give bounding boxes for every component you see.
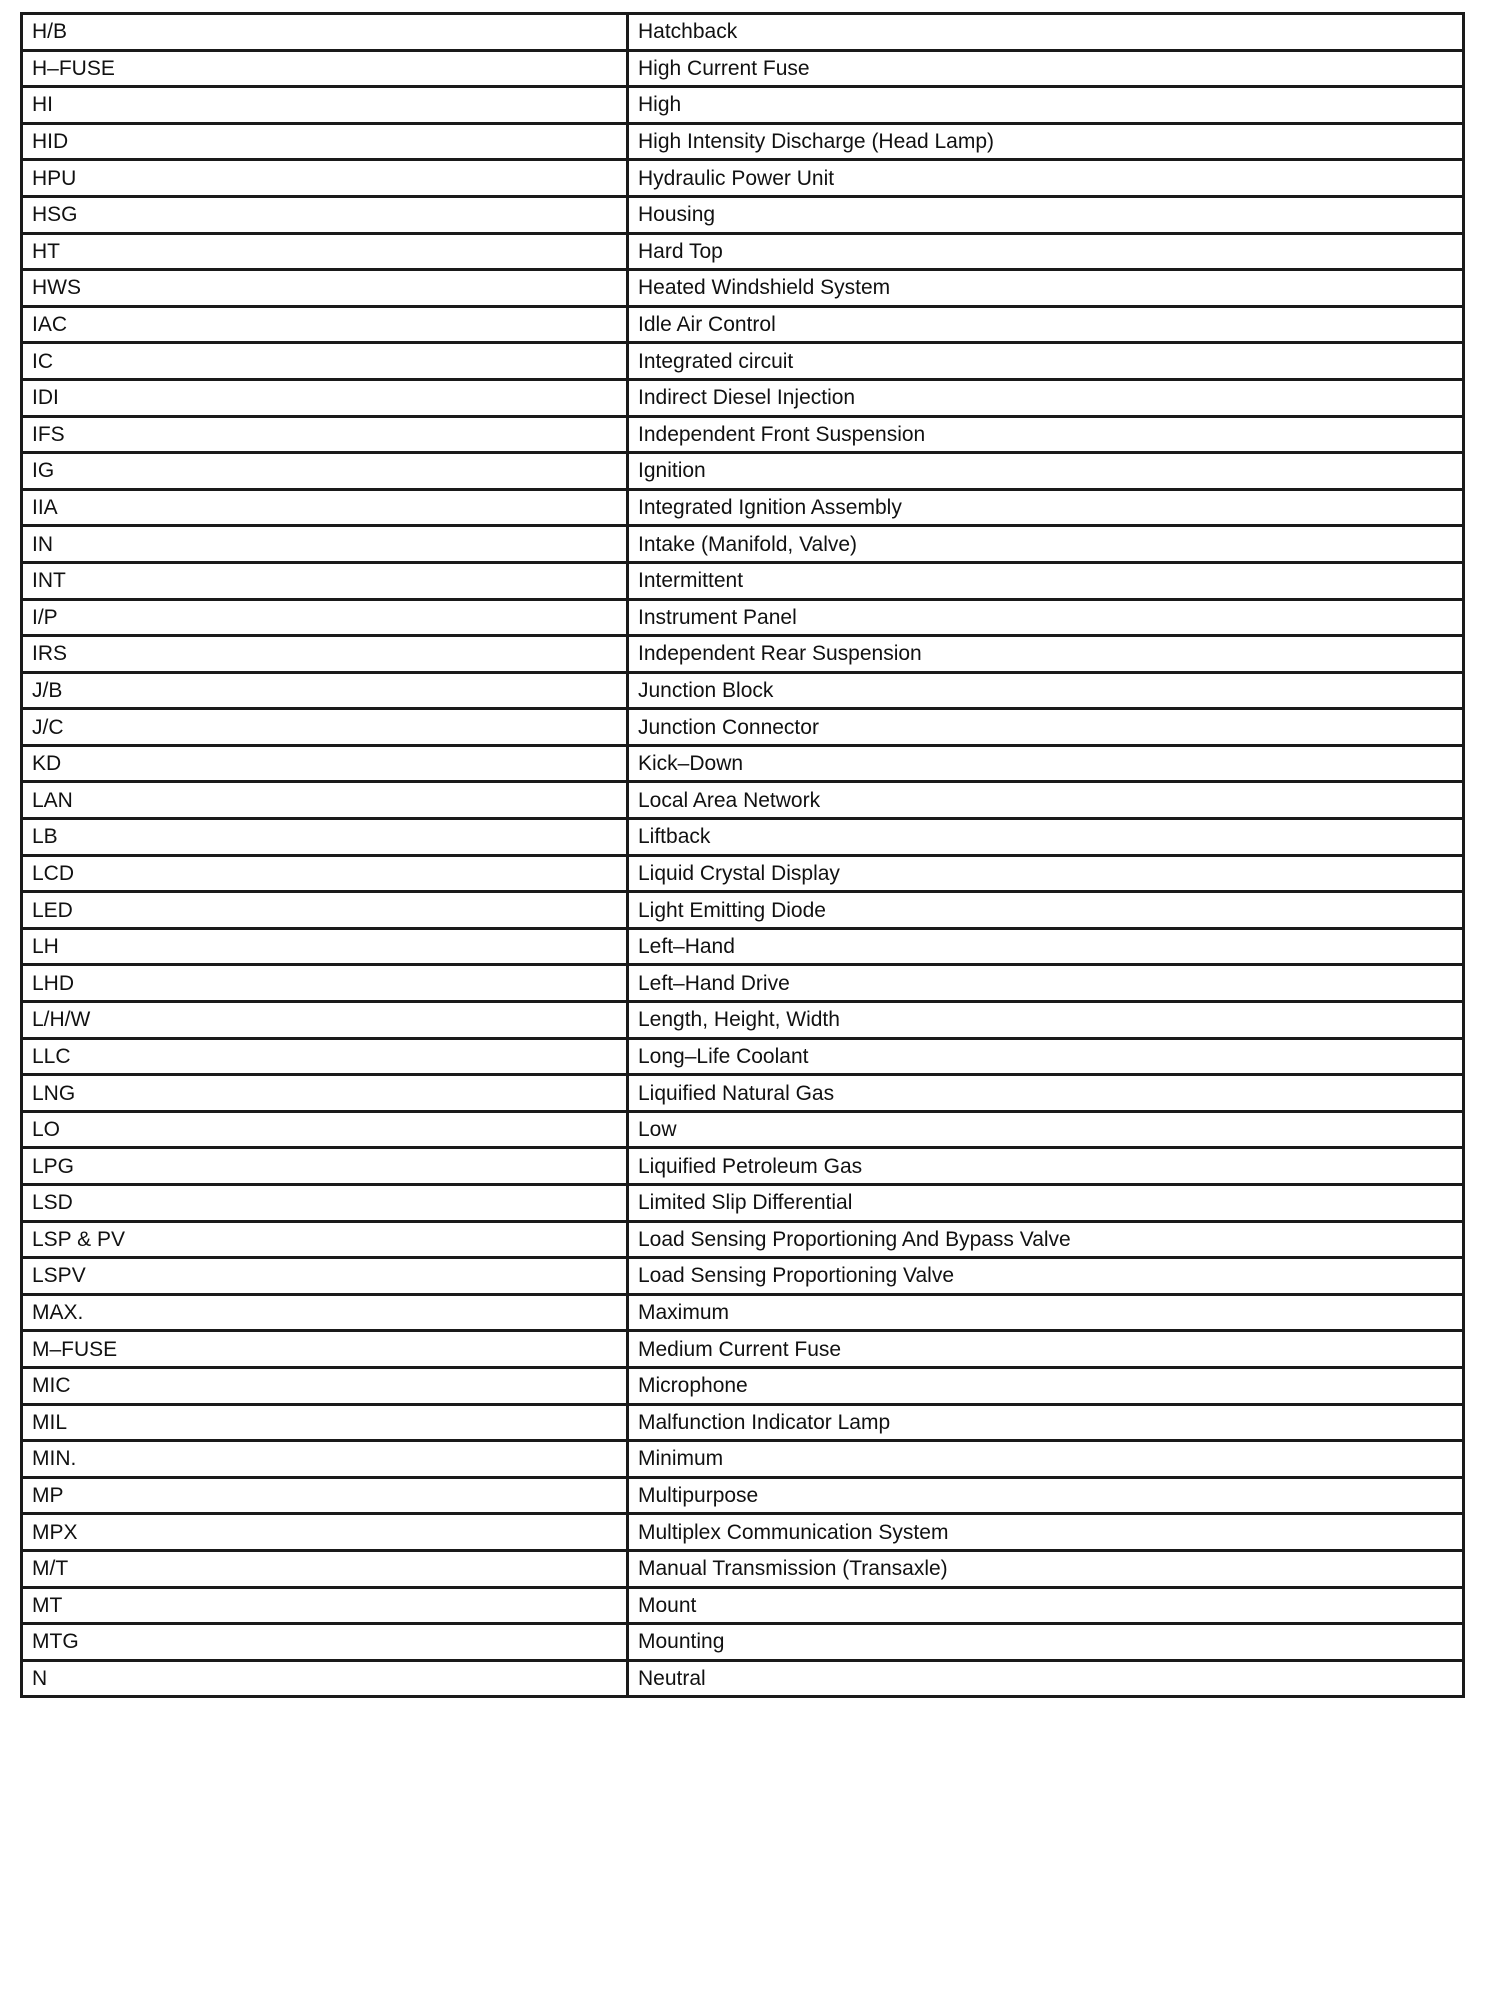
meaning-cell: Length, Height, Width xyxy=(628,1002,1464,1039)
meaning-cell: Instrument Panel xyxy=(628,599,1464,636)
table-row xyxy=(22,672,1464,709)
meaning-cell: Local Area Network xyxy=(628,782,1464,819)
abbreviation-cell: MIC xyxy=(22,1367,628,1404)
table-row xyxy=(22,745,1464,782)
meaning-cell: Load Sensing Proportioning Valve xyxy=(628,1258,1464,1295)
meaning-cell: Liquified Petroleum Gas xyxy=(628,1148,1464,1185)
abbreviation-cell: MP xyxy=(22,1477,628,1514)
table-row xyxy=(22,306,1464,343)
abbreviation-cell: HWS xyxy=(22,270,628,307)
meaning-cell: Integrated circuit xyxy=(628,343,1464,380)
meaning-cell: Liquified Natural Gas xyxy=(628,1075,1464,1112)
meaning-cell: Light Emitting Diode xyxy=(628,892,1464,929)
abbreviation-cell: LCD xyxy=(22,855,628,892)
abbreviation-cell: MPX xyxy=(22,1514,628,1551)
table-row xyxy=(22,819,1464,856)
table-row xyxy=(22,160,1464,197)
meaning-cell: Hard Top xyxy=(628,233,1464,270)
abbreviation-cell: IIA xyxy=(22,489,628,526)
abbreviation-cell: HPU xyxy=(22,160,628,197)
abbreviation-cell: LO xyxy=(22,1111,628,1148)
abbreviation-cell: LB xyxy=(22,819,628,856)
abbreviation-cell: IG xyxy=(22,453,628,490)
abbreviation-cell: KD xyxy=(22,745,628,782)
table-row xyxy=(22,416,1464,453)
abbreviation-cell: IDI xyxy=(22,379,628,416)
table-row xyxy=(22,1148,1464,1185)
meaning-cell: Neutral xyxy=(628,1660,1464,1697)
meaning-cell: Junction Connector xyxy=(628,709,1464,746)
abbreviation-cell: HI xyxy=(22,87,628,124)
table-row xyxy=(22,1404,1464,1441)
abbreviation-cell: LSD xyxy=(22,1185,628,1222)
abbreviation-cell: J/B xyxy=(22,672,628,709)
table-row xyxy=(22,1441,1464,1478)
abbreviation-table-body xyxy=(22,14,1464,1697)
abbreviation-cell: IN xyxy=(22,526,628,563)
meaning-cell: Liftback xyxy=(628,819,1464,856)
meaning-cell: Heated Windshield System xyxy=(628,270,1464,307)
abbreviation-cell: MAX. xyxy=(22,1294,628,1331)
table-row xyxy=(22,489,1464,526)
table-row xyxy=(22,196,1464,233)
table-row xyxy=(22,636,1464,673)
table-row xyxy=(22,379,1464,416)
table-row xyxy=(22,782,1464,819)
meaning-cell: Load Sensing Proportioning And Bypass Valve xyxy=(628,1221,1464,1258)
table-row xyxy=(22,1294,1464,1331)
abbreviation-cell: INT xyxy=(22,562,628,599)
abbreviation-cell: I/P xyxy=(22,599,628,636)
table-row xyxy=(22,1367,1464,1404)
table-row xyxy=(22,1075,1464,1112)
abbreviation-cell: LH xyxy=(22,928,628,965)
table-row xyxy=(22,855,1464,892)
meaning-cell: Multipurpose xyxy=(628,1477,1464,1514)
meaning-cell: Minimum xyxy=(628,1441,1464,1478)
abbreviation-table xyxy=(20,12,1465,1698)
abbreviation-cell: IFS xyxy=(22,416,628,453)
abbreviation-cell: LHD xyxy=(22,965,628,1002)
meaning-cell: Medium Current Fuse xyxy=(628,1331,1464,1368)
meaning-cell: Mount xyxy=(628,1587,1464,1624)
table-row xyxy=(22,1002,1464,1039)
meaning-cell: Kick–Down xyxy=(628,745,1464,782)
abbreviation-cell: LNG xyxy=(22,1075,628,1112)
meaning-cell: Mounting xyxy=(628,1624,1464,1661)
meaning-cell: Intake (Manifold, Valve) xyxy=(628,526,1464,563)
table-row xyxy=(22,599,1464,636)
abbreviation-cell: IC xyxy=(22,343,628,380)
meaning-cell: Left–Hand Drive xyxy=(628,965,1464,1002)
abbreviation-cell: LSPV xyxy=(22,1258,628,1295)
meaning-cell: Independent Rear Suspension xyxy=(628,636,1464,673)
meaning-cell: Integrated Ignition Assembly xyxy=(628,489,1464,526)
abbreviation-cell: IRS xyxy=(22,636,628,673)
table-row xyxy=(22,343,1464,380)
meaning-cell: Junction Block xyxy=(628,672,1464,709)
table-row xyxy=(22,892,1464,929)
table-row xyxy=(22,526,1464,563)
table-row xyxy=(22,1038,1464,1075)
abbreviation-cell: MIN. xyxy=(22,1441,628,1478)
table-row xyxy=(22,1660,1464,1697)
table-row xyxy=(22,1550,1464,1587)
meaning-cell: High Current Fuse xyxy=(628,50,1464,87)
table-row xyxy=(22,1221,1464,1258)
abbreviation-cell: MTG xyxy=(22,1624,628,1661)
abbreviation-cell: H–FUSE xyxy=(22,50,628,87)
meaning-cell: Left–Hand xyxy=(628,928,1464,965)
abbreviation-cell: L/H/W xyxy=(22,1002,628,1039)
meaning-cell: High Intensity Discharge (Head Lamp) xyxy=(628,123,1464,160)
abbreviation-cell: HID xyxy=(22,123,628,160)
table-row xyxy=(22,123,1464,160)
abbreviation-cell: M/T xyxy=(22,1550,628,1587)
abbreviation-cell: HT xyxy=(22,233,628,270)
abbreviation-cell: LSP & PV xyxy=(22,1221,628,1258)
meaning-cell: Idle Air Control xyxy=(628,306,1464,343)
table-row xyxy=(22,1587,1464,1624)
abbreviation-cell: LPG xyxy=(22,1148,628,1185)
table-row xyxy=(22,453,1464,490)
table-row xyxy=(22,1514,1464,1551)
abbreviation-cell: N xyxy=(22,1660,628,1697)
table-row xyxy=(22,1111,1464,1148)
meaning-cell: Low xyxy=(628,1111,1464,1148)
abbreviation-cell: MIL xyxy=(22,1404,628,1441)
meaning-cell: Maximum xyxy=(628,1294,1464,1331)
meaning-cell: Housing xyxy=(628,196,1464,233)
table-row xyxy=(22,1477,1464,1514)
meaning-cell: Microphone xyxy=(628,1367,1464,1404)
table-row xyxy=(22,709,1464,746)
table-row xyxy=(22,87,1464,124)
meaning-cell: Long–Life Coolant xyxy=(628,1038,1464,1075)
abbreviation-cell: LED xyxy=(22,892,628,929)
abbreviation-cell: IAC xyxy=(22,306,628,343)
table-row xyxy=(22,1331,1464,1368)
table-row xyxy=(22,1624,1464,1661)
table-row xyxy=(22,270,1464,307)
abbreviation-cell: MT xyxy=(22,1587,628,1624)
table-row xyxy=(22,1258,1464,1295)
meaning-cell: Intermittent xyxy=(628,562,1464,599)
meaning-cell: High xyxy=(628,87,1464,124)
meaning-cell: Hatchback xyxy=(628,14,1464,51)
meaning-cell: Ignition xyxy=(628,453,1464,490)
meaning-cell: Limited Slip Differential xyxy=(628,1185,1464,1222)
abbreviation-cell: H/B xyxy=(22,14,628,51)
table-row xyxy=(22,928,1464,965)
meaning-cell: Manual Transmission (Transaxle) xyxy=(628,1550,1464,1587)
abbreviation-cell: LLC xyxy=(22,1038,628,1075)
abbreviation-cell: J/C xyxy=(22,709,628,746)
meaning-cell: Hydraulic Power Unit xyxy=(628,160,1464,197)
table-row xyxy=(22,562,1464,599)
meaning-cell: Indirect Diesel Injection xyxy=(628,379,1464,416)
abbreviation-cell: LAN xyxy=(22,782,628,819)
table-row xyxy=(22,1185,1464,1222)
table-row xyxy=(22,14,1464,51)
abbreviation-cell: HSG xyxy=(22,196,628,233)
table-row xyxy=(22,50,1464,87)
table-row xyxy=(22,233,1464,270)
meaning-cell: Malfunction Indicator Lamp xyxy=(628,1404,1464,1441)
meaning-cell: Liquid Crystal Display xyxy=(628,855,1464,892)
meaning-cell: Multiplex Communication System xyxy=(628,1514,1464,1551)
meaning-cell: Independent Front Suspension xyxy=(628,416,1464,453)
table-row xyxy=(22,965,1464,1002)
abbreviation-cell: M–FUSE xyxy=(22,1331,628,1368)
